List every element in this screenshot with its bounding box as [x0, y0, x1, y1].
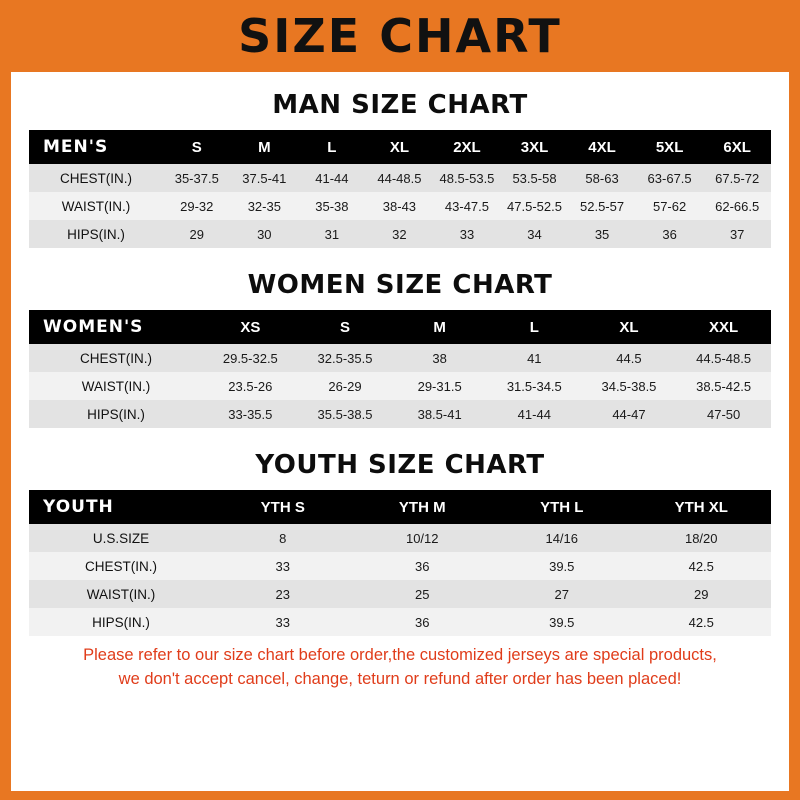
spacer	[11, 428, 789, 450]
women-size-table	[29, 310, 771, 428]
table-cell: 41	[487, 344, 582, 372]
table-cell: 53.5-58	[501, 164, 569, 192]
table-cell: 37	[703, 220, 771, 248]
table-cell: 23	[213, 580, 353, 608]
table-cell: 47.5-52.5	[501, 192, 569, 220]
table-cell: 10/12	[353, 524, 493, 552]
women-section-title: WOMEN SIZE CHART	[247, 270, 553, 300]
table-cell: 37.5-41	[231, 164, 299, 192]
spacer	[22, 300, 778, 310]
table-cell: 62-66.5	[703, 192, 771, 220]
table-cell: 32	[366, 220, 434, 248]
table-cell: 29.5-32.5	[203, 344, 298, 372]
spacer	[22, 480, 778, 490]
table-cell: 33	[213, 608, 353, 636]
table-row	[29, 220, 771, 248]
column-header: L	[487, 310, 582, 344]
men-table-body	[29, 164, 771, 248]
table-cell: 34	[501, 220, 569, 248]
table-cell: 35.5-38.5	[298, 400, 393, 428]
column-header: 6XL	[703, 130, 771, 164]
row-label: CHEST(IN.)	[29, 344, 203, 372]
column-header: XXL	[676, 310, 771, 344]
table-cell: 31.5-34.5	[487, 372, 582, 400]
spacer	[11, 248, 789, 270]
table-cell: 25	[353, 580, 493, 608]
women-table-head	[29, 310, 771, 344]
table-cell: 58-63	[568, 164, 636, 192]
table-cell: 35	[568, 220, 636, 248]
table-cell: 44-47	[582, 400, 677, 428]
men-size-section	[11, 90, 789, 248]
table-cell: 26-29	[298, 372, 393, 400]
column-header: YTH XL	[632, 490, 772, 524]
men-size-table	[29, 130, 771, 248]
table-cell: 29-32	[163, 192, 231, 220]
table-cell: 14/16	[492, 524, 632, 552]
footer-disclaimer	[22, 636, 778, 692]
table-cell: 39.5	[492, 608, 632, 636]
table-row	[29, 372, 771, 400]
column-header: YTH M	[353, 490, 493, 524]
row-label: WAIST(IN.)	[29, 372, 203, 400]
table-cell: 41-44	[298, 164, 366, 192]
table-cell: 41-44	[487, 400, 582, 428]
table-row	[29, 164, 771, 192]
column-header: 3XL	[501, 130, 569, 164]
table-cell: 42.5	[632, 608, 772, 636]
bottom-accent-bar	[11, 791, 789, 800]
table-cell: 57-62	[636, 192, 704, 220]
page-title: SIZE CHART	[238, 9, 562, 63]
table-cell: 31	[298, 220, 366, 248]
women-size-section	[11, 270, 789, 428]
table-cell: 35-38	[298, 192, 366, 220]
table-cell: 47-50	[676, 400, 771, 428]
table-cell: 29	[632, 580, 772, 608]
table-cell: 42.5	[632, 552, 772, 580]
table-cell: 38.5-42.5	[676, 372, 771, 400]
youth-size-table	[29, 490, 771, 636]
table-row	[29, 552, 771, 580]
row-label: CHEST(IN.)	[29, 164, 163, 192]
page-banner	[0, 0, 800, 72]
column-header: XL	[366, 130, 434, 164]
table-cell: 8	[213, 524, 353, 552]
spacer	[22, 120, 778, 130]
table-cell: 38.5-41	[392, 400, 487, 428]
youth-section-title: YOUTH SIZE CHART	[255, 450, 545, 480]
table-cell: 29	[163, 220, 231, 248]
column-header: YTH S	[213, 490, 353, 524]
table-row	[29, 524, 771, 552]
footer-line-2: we don't accept cancel, change, teturn or refund after order has been placed!	[118, 669, 682, 688]
column-header: L	[298, 130, 366, 164]
table-header-row	[29, 130, 771, 164]
column-header: YTH L	[492, 490, 632, 524]
table-cell: 23.5-26	[203, 372, 298, 400]
table-cell: 38	[392, 344, 487, 372]
table-row	[29, 400, 771, 428]
youth-table-head	[29, 490, 771, 524]
table-row	[29, 344, 771, 372]
youth-table-body	[29, 524, 771, 636]
row-label: HIPS(IN.)	[29, 608, 213, 636]
table-cell: 29-31.5	[392, 372, 487, 400]
table-cell: 18/20	[632, 524, 772, 552]
table-header-row	[29, 310, 771, 344]
men-head-label: MEN'S	[29, 130, 163, 164]
table-cell: 67.5-72	[703, 164, 771, 192]
column-header: 2XL	[433, 130, 501, 164]
table-cell: 43-47.5	[433, 192, 501, 220]
table-row	[29, 580, 771, 608]
row-label: WAIST(IN.)	[29, 192, 163, 220]
spacer	[11, 72, 789, 90]
column-header: M	[392, 310, 487, 344]
table-cell: 33-35.5	[203, 400, 298, 428]
table-cell: 35-37.5	[163, 164, 231, 192]
table-header-row	[29, 490, 771, 524]
row-label: U.S.SIZE	[29, 524, 213, 552]
table-cell: 33	[433, 220, 501, 248]
table-cell: 33	[213, 552, 353, 580]
table-cell: 44.5-48.5	[676, 344, 771, 372]
table-cell: 27	[492, 580, 632, 608]
column-header: XL	[582, 310, 677, 344]
column-header: M	[231, 130, 299, 164]
table-cell: 52.5-57	[568, 192, 636, 220]
youth-size-section	[11, 450, 789, 636]
table-cell: 36	[353, 608, 493, 636]
table-cell: 36	[353, 552, 493, 580]
table-cell: 30	[231, 220, 299, 248]
column-header: 5XL	[636, 130, 704, 164]
men-table-head	[29, 130, 771, 164]
women-table-body	[29, 344, 771, 428]
table-cell: 44.5	[582, 344, 677, 372]
table-cell: 39.5	[492, 552, 632, 580]
table-cell: 32-35	[231, 192, 299, 220]
table-cell: 32.5-35.5	[298, 344, 393, 372]
column-header: S	[298, 310, 393, 344]
footer-line-1: Please refer to our size chart before order,the customized jerseys are special products,	[83, 646, 717, 664]
table-cell: 38-43	[366, 192, 434, 220]
men-section-title: MAN SIZE CHART	[272, 90, 528, 120]
table-cell: 63-67.5	[636, 164, 704, 192]
row-label: CHEST(IN.)	[29, 552, 213, 580]
women-head-label: WOMEN'S	[29, 310, 203, 344]
table-row	[29, 192, 771, 220]
table-cell: 48.5-53.5	[433, 164, 501, 192]
table-cell: 34.5-38.5	[582, 372, 677, 400]
column-header: S	[163, 130, 231, 164]
row-label: HIPS(IN.)	[29, 400, 203, 428]
table-row	[29, 608, 771, 636]
row-label: WAIST(IN.)	[29, 580, 213, 608]
table-cell: 36	[636, 220, 704, 248]
table-cell: 44-48.5	[366, 164, 434, 192]
column-header: XS	[203, 310, 298, 344]
column-header: 4XL	[568, 130, 636, 164]
youth-head-label: YOUTH	[29, 490, 213, 524]
row-label: HIPS(IN.)	[29, 220, 163, 248]
